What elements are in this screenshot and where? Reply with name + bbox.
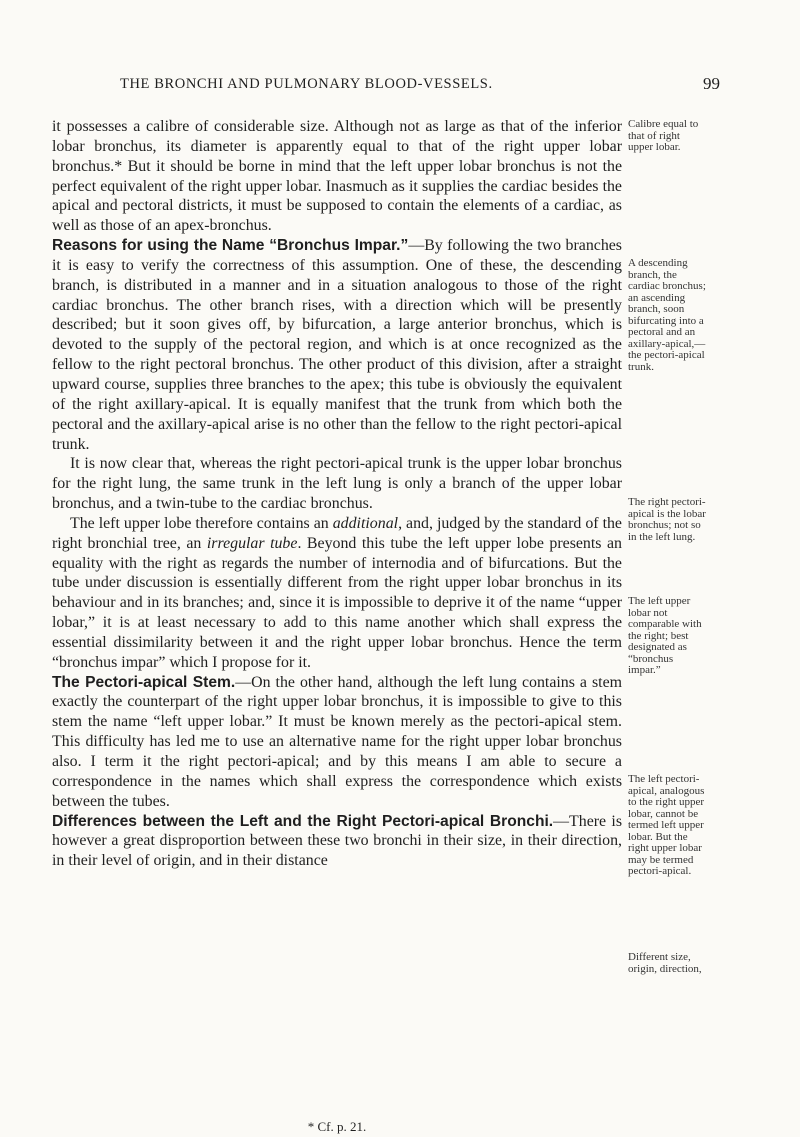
margin-note-5: The left pectori-apical, analogous to the right upper lobar, cannot be termed left upper lobar. But the right upper lobar may be termed pectori-apical.	[628, 773, 705, 877]
margin-note-3: The right pectori-apical is the lobar bronchus; not so in the left lung.	[628, 496, 706, 543]
emphasis-irregular-tube: irregular tube	[206, 534, 298, 552]
section-heading-pectori-apical-stem: The Pectori-apical Stem.	[52, 673, 236, 691]
emphasis-additional: additional	[332, 514, 399, 532]
section-heading-differences: Differences between the Left and the Right Pectori-apical Bronchi.	[52, 812, 554, 830]
section-heading-bronchus-impar: Reasons for using the Name “Bronchus Impar.”	[52, 237, 409, 255]
paragraph-3: It is now clear that, whereas the right pectori-apical trunk is the upper lobar bronchus for the right lung, the same trunk in the left lung is only a branch of the upper lobar bronchus, and a twin-tube to the cardiac bronchus.	[52, 455, 622, 513]
paragraph-5	[52, 673, 622, 812]
page-number: 99	[703, 74, 720, 93]
margin-note-4: The left upper lobar not comparable with the right; best designated as “bronchus impar.”	[628, 595, 702, 676]
margin-note-1: Calibre equal to that of right upper lobar.	[628, 118, 699, 153]
main-text	[52, 117, 623, 1134]
paragraph-5-text: —On the other hand, although the left lung contains a stem exactly the counterpart of the right upper lobar bronchus, it is impossible to give to this stem the name “left upper lobar.” It must be known merely as the pectori-apical stem. This difficulty has led me to use an alternative name for the right upper lobar bronchus also. I term it the right pectori-apical; and by this means I am able to secure a correspondence in the names which shall express the correspondence which exists between the tubes.	[52, 673, 623, 810]
paragraph-1: it possesses a calibre of considerable size. Although not as large as that of the inferior lobar bronchus, its diameter is apparently equal to that of the right upper lobar bronchus.* But it should be borne in mind that the left upper lobar bronchus is not the perfect equivalent of the right upper lobar. Inasmuch as it supplies the cardiac besides the apical and pectoral districts, it must be supposed to contain the elements of a cardiac, as well as those of an apex-bronchus.	[52, 118, 622, 235]
margin-note-2: A descending branch, the cardiac bronchus; an ascending branch, soon bifurcating into a pectoral and an axillary-apical,—the pectori-apical trunk.	[628, 257, 706, 373]
paragraph-4-text-b: , and, judged by the standard of the right bronchial tree, an	[52, 514, 622, 552]
paragraph-2-text: —By following the two branches it is easy to verify the correctness of this assumption. One of these, the descending branch, is distributed in a manner and in a situation analogous to those of the right cardiac bronchus. The other branch rises, with a direction which will be presently described; but it soon gives off, by bifurcation, a large anterior bronchus, which is devoted to the supply of the pectoral region, and which is at once recognized as the fellow to the right pectoral bronchus. The other product of this division, after a straight upward course, supplies three branches to the apex; this tube is obviously the equivalent of the right axillary-apical. It is equally manifest that the trunk from which both the pectoral and the axillary-apical arise is no other than the fellow to the right pectori-apical trunk.	[52, 237, 622, 453]
paragraph-4-text-a: The left upper lobe therefore contains an	[70, 514, 329, 532]
paragraph-6	[52, 812, 622, 872]
paragraph-2	[52, 236, 622, 454]
paragraph-4	[52, 514, 622, 673]
footnote: * Cf. p. 21.	[307, 1119, 367, 1134]
paragraph-4-text-c: . Beyond this tube the left upper lobe presents an equality with the right as regards the number of internodia and of bifurcations. But the tube under discussion is essentially different from the right upper lobar bronchus in its behaviour and in its branches; and, since it is impossible to deprive it of the name “upper lobar,” it is at least necessary to add to this name another which shall express the essential dissimilarity between it and the right upper lobar bronchus. Hence the term “bronchus impar” which I propose for it.	[52, 534, 622, 671]
paragraph-6-text: —There is however a great disproportion between these two bronchi in their size, in their direction, in their level of origin, and in their distance	[52, 812, 623, 870]
page-header	[120, 76, 720, 98]
margin-note-6: Different size, origin, direction,	[628, 951, 702, 975]
running-head: THE BRONCHI AND PULMONARY BLOOD-VESSELS.	[120, 76, 493, 92]
